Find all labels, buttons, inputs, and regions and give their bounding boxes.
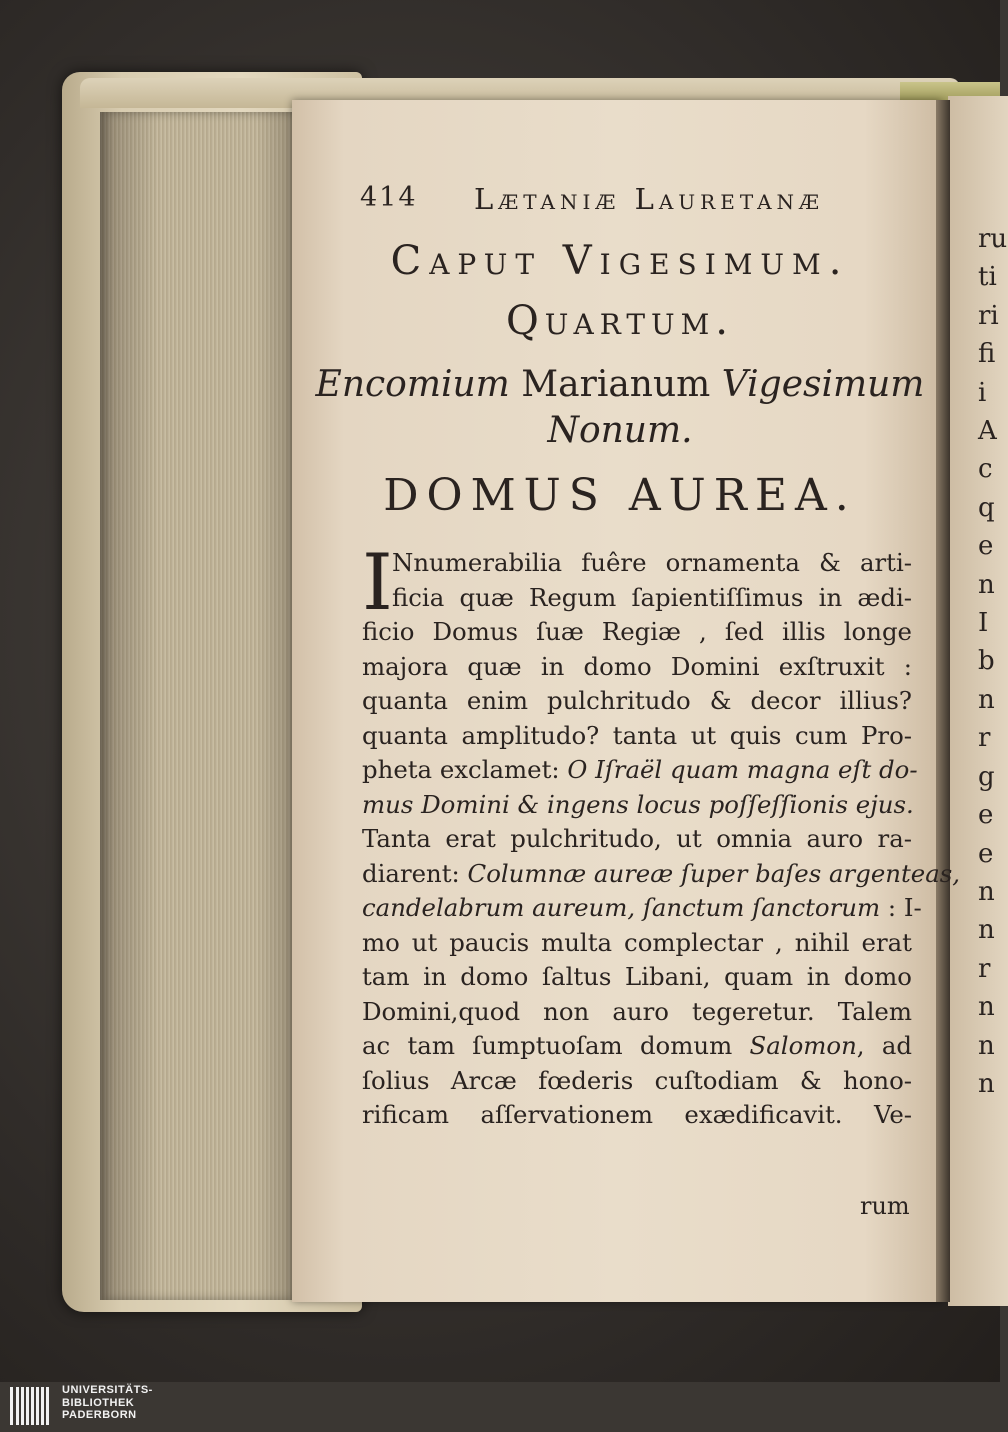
body-line-segment: Columnæ aureæ ſuper baſes argenteas, (467, 858, 961, 888)
section-title: DOMUS AUREA. (383, 470, 857, 521)
chapter-title-continued: Quartum. (506, 298, 734, 344)
right-page-fragment: e (978, 838, 994, 869)
body-line (362, 719, 912, 754)
right-page-fragment: b (978, 646, 995, 677)
logo-bar (21, 1387, 24, 1425)
logo-bar (46, 1387, 49, 1425)
chapter-title: Caput Vigesimum. (390, 238, 850, 284)
body-text (362, 538, 961, 1133)
encomium-word: Encomium (315, 364, 510, 405)
right-page-fragment: ri (978, 300, 999, 331)
body-line-segment: ficio Domus ſuæ Regiæ , ſed illis longe (362, 617, 912, 646)
body-line-segment: Salomon (749, 1031, 857, 1060)
vigesimum-word: Vigesimum (721, 364, 925, 405)
body-line-segment: quanta enim pulchritudo & decor illius? (362, 686, 912, 715)
body-line-segment: diarent: (362, 858, 468, 888)
body-line (362, 788, 912, 823)
logo-line-1: UNIVERSITÄTS- (62, 1384, 153, 1396)
body-line (362, 1064, 912, 1099)
running-head-title: Lætaniæ Lauretanæ (474, 182, 825, 216)
body-line-segment: Tanta erat pulchritudo, ut omnia auro ra- (362, 824, 912, 853)
logo-bar (36, 1387, 39, 1425)
body-line-segment: O Iſraël quam magna eſt do- (567, 755, 918, 784)
body-line-segment: ac tam ſumptuoſam domum (362, 1031, 750, 1060)
logo-bar (26, 1387, 29, 1425)
running-header (360, 182, 880, 222)
right-page-fragment: fi (978, 339, 996, 370)
right-page-fragment: n (978, 684, 995, 715)
right-page-fragment: n (978, 569, 995, 600)
body-line-segment: mo ut paucis multa complectar , nihil erat (362, 927, 912, 957)
body-line (362, 615, 912, 650)
nonum-word: Nonum. (547, 410, 693, 451)
right-page-fragment: g (978, 761, 995, 792)
logo-bar (10, 1387, 13, 1425)
body-line-segment: Domini,quod non auro tegeretur. Talem (362, 996, 912, 1026)
body-line-segment: mus Domini & ingens locus poſſeſſionis ejus. (362, 789, 914, 819)
body-line-segment: Nnumerabilia fuêre ornamenta & arti- (392, 548, 912, 577)
body-line (362, 891, 922, 926)
right-page-fragment: A (978, 416, 997, 447)
body-line-segment: tam in domo ſaltus Libani, quam in domo (362, 962, 912, 991)
right-page-fragment: e (978, 800, 994, 831)
body-line (362, 581, 912, 616)
page-edges-shade (100, 112, 295, 1300)
body-line-segment: pheta exclamet: (362, 755, 568, 784)
right-page-fragment: n (978, 876, 995, 907)
body-line-segment: majora quæ in domo Domini exſtruxit : (362, 651, 912, 681)
right-page-fragment: I (978, 608, 989, 639)
body-line-segment: candelabrum aureum, ſanctum ſanctorum (362, 893, 881, 922)
body-line (362, 857, 961, 892)
body-line (362, 995, 912, 1030)
body-line (362, 822, 912, 857)
right-page-fragment: ti (978, 262, 997, 293)
body-line (362, 926, 912, 961)
right-page-fragment: n (978, 992, 995, 1023)
body-line (362, 650, 912, 685)
catchword: rum (860, 1192, 910, 1220)
body-line-segment: ficia quæ Regum ſapientiſſimus in ædi- (392, 582, 912, 612)
right-page-fragment: r (978, 723, 991, 754)
right-page-fragment: i (978, 377, 987, 408)
right-page-fragment: r (978, 953, 991, 984)
right-page-fragment: n (978, 1030, 995, 1061)
right-page-fragment: e (978, 531, 994, 562)
library-logo-text (62, 1384, 153, 1422)
right-page-fragment: n (978, 1068, 995, 1099)
body-line-segment: ſolius Arcæ fœderis cuſtodiam & hono- (362, 1065, 912, 1095)
logo-bar (41, 1387, 44, 1425)
body-line-segment: , ad (856, 1031, 912, 1060)
logo-bar (31, 1387, 34, 1425)
logo-line-2: BIBLIOTHEK (62, 1396, 135, 1409)
encomium-heading (300, 362, 940, 454)
drop-cap: I (362, 538, 393, 628)
right-page-fragment: q (978, 492, 995, 523)
body-line (362, 1098, 912, 1133)
body-line-segment: quanta amplitudo? tanta ut quis cum Pro- (362, 720, 912, 750)
body-line (362, 546, 912, 581)
right-page-fragment: ru (978, 224, 1008, 254)
right-page-fragments (978, 220, 1008, 1103)
page-number: 414 (360, 182, 418, 213)
right-page-fragment: c (978, 454, 993, 485)
body-line (362, 1029, 912, 1064)
body-line-segment: : I- (880, 893, 922, 922)
body-line (362, 753, 918, 788)
body-line (362, 684, 912, 719)
right-page-fragment: n (978, 915, 995, 946)
logo-line-3: PADERBORN (62, 1409, 137, 1421)
body-line (362, 960, 912, 995)
logo-bar (16, 1387, 19, 1425)
body-line-segment: rificam aſſervationem exædificavit. Ve- (362, 1100, 912, 1129)
marianum-word: Marianum (521, 364, 711, 405)
library-logo-icon (10, 1387, 52, 1425)
